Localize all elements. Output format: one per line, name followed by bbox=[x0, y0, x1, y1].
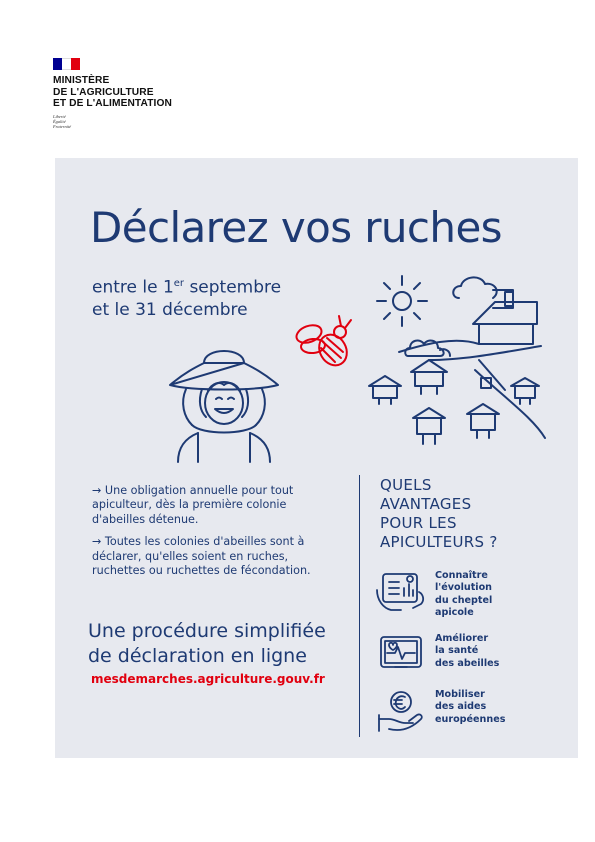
beekeeper-illustration bbox=[158, 343, 290, 463]
obligation-item: → Une obligation annuelle pour tout apiculteur, dès la première colonie d'abeilles détenue. bbox=[92, 484, 294, 526]
declaration-period bbox=[92, 273, 281, 321]
ministry-line: MINISTÈRE bbox=[53, 75, 110, 86]
advantage-line: Mobiliser bbox=[435, 689, 485, 700]
column-divider bbox=[359, 475, 360, 737]
date-line-2: et le 31 décembre bbox=[92, 299, 248, 320]
tablet-chart-icon bbox=[375, 570, 427, 612]
poster-title: Déclarez vos ruches bbox=[90, 203, 502, 252]
advantage-text bbox=[435, 689, 535, 726]
advantages-title-line: AVANTAGES bbox=[380, 495, 472, 513]
date-line-1 bbox=[92, 273, 281, 299]
beehives-illustration bbox=[365, 268, 547, 448]
advantage-line: Améliorer bbox=[435, 633, 489, 644]
advantage-line: Connaître bbox=[435, 570, 488, 581]
advantage-line: européennes bbox=[435, 713, 506, 725]
flag-red bbox=[71, 58, 80, 70]
advantage-line: des abeilles bbox=[435, 657, 500, 669]
procedure-line: de déclaration en ligne bbox=[88, 645, 307, 667]
obligation-item: → Toutes les colonies d'abeilles sont à déclarer, qu'elles soient en ruches, ruchettes ou ruchettes de fécondation. bbox=[92, 535, 311, 578]
advantage-text bbox=[435, 570, 535, 620]
obligations-list bbox=[92, 484, 322, 586]
advantage-line: apicole bbox=[435, 607, 474, 619]
health-monitor-icon bbox=[375, 633, 427, 673]
french-flag-icon bbox=[53, 58, 80, 70]
republic-motto bbox=[53, 114, 172, 130]
ministry-logo bbox=[53, 58, 172, 130]
procedure-line: Une procédure simplifiée bbox=[88, 620, 326, 642]
ministry-line: DE L'AGRICULTURE bbox=[53, 86, 154, 98]
advantages-title bbox=[380, 476, 498, 552]
advantage-line: du cheptel bbox=[435, 594, 493, 606]
declaration-website-link[interactable]: mesdemarches.agriculture.gouv.fr bbox=[91, 672, 325, 686]
motto-line: Liberté bbox=[53, 113, 66, 119]
advantage-line: la santé bbox=[435, 645, 479, 657]
flag-white bbox=[62, 58, 71, 70]
ministry-line: ET DE L'ALIMENTATION bbox=[53, 98, 172, 109]
advantages-title-line: QUELS bbox=[380, 476, 432, 494]
advantage-line: des aides bbox=[435, 701, 487, 713]
motto-line: Fraternité bbox=[53, 124, 72, 130]
advantages-title-line: APICULTEURS ? bbox=[380, 533, 498, 551]
motto-line: Égalité bbox=[53, 118, 66, 124]
date-ordinal: er bbox=[173, 278, 185, 289]
poster bbox=[55, 158, 578, 758]
date-month: septembre bbox=[184, 277, 282, 298]
house-icon bbox=[473, 290, 537, 344]
flag-blue bbox=[53, 58, 62, 70]
advantage-line: l'évolution bbox=[435, 582, 492, 594]
euro-hand-icon bbox=[375, 689, 427, 733]
procedure-heading bbox=[88, 619, 326, 669]
bee-icon bbox=[293, 312, 357, 374]
ministry-name bbox=[53, 75, 172, 110]
advantage-text bbox=[435, 633, 535, 670]
date-start-text: entre le 1 bbox=[92, 277, 174, 298]
advantages-title-line: POUR LES bbox=[380, 514, 457, 532]
